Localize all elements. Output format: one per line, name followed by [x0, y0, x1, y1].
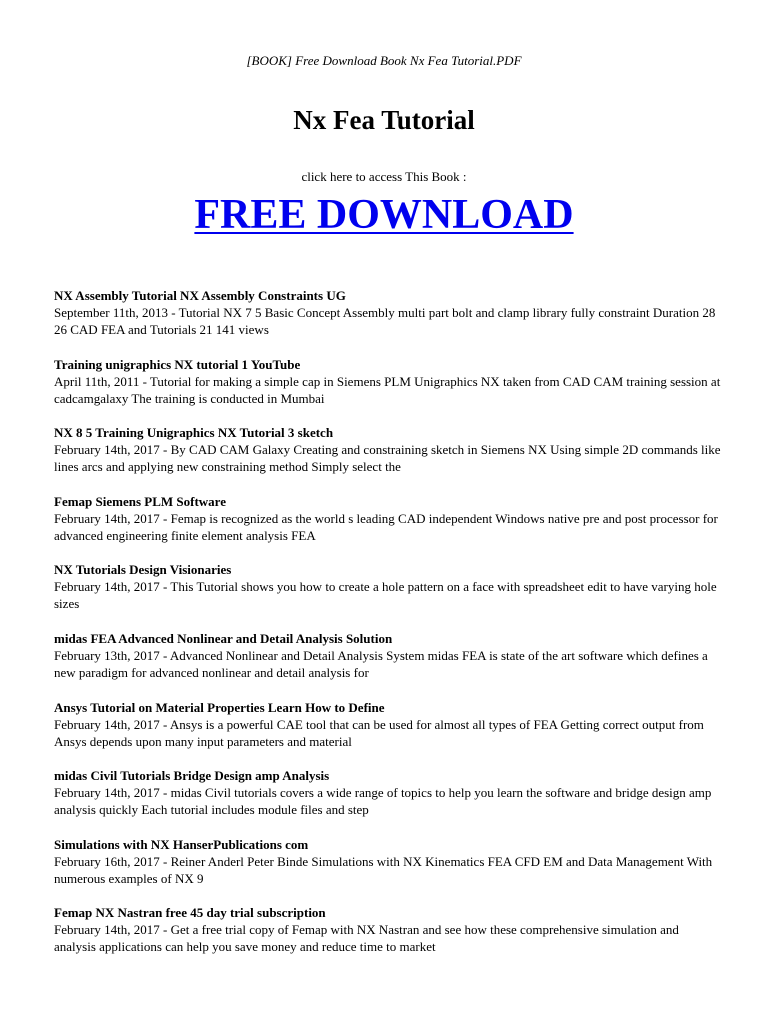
list-item	[54, 424, 724, 493]
entry-title: Femap Siemens PLM Software	[54, 493, 226, 509]
free-download-link[interactable]: FREE DOWNLOAD	[194, 192, 574, 238]
entry-description: February 14th, 2017 - Get a free trial copy of Femap with NX Nastran and see how these comprehensive simulation and analysis applications can help you save money and reduce time to market	[54, 922, 679, 955]
entry-title: Training unigraphics NX tutorial 1 YouTube	[54, 356, 301, 372]
list-item	[54, 904, 724, 973]
entry-title: NX 8 5 Training Unigraphics NX Tutorial 3 sketch	[54, 425, 334, 441]
entry-description: February 14th, 2017 - By CAD CAM Galaxy Creating and constraining sketch in Siemens NX Using simple 2D commands like lines arcs and applying new constraining method Simply select the	[54, 442, 721, 475]
access-text: click here to access This Book :	[301, 169, 467, 184]
entry-description: February 14th, 2017 - This Tutorial shows you how to create a hole pattern on a face with spreadsheet edit to have varying hole sizes	[54, 579, 717, 612]
list-item	[54, 767, 724, 836]
list-item	[54, 699, 724, 768]
list-item	[54, 287, 724, 356]
entry-description: February 13th, 2017 - Advanced Nonlinear and Detail Analysis System midas FEA is state of the art software which defines a new paradigm for advanced nonlinear and detail analysis for	[54, 647, 708, 680]
entry-title: NX Assembly Tutorial NX Assembly Constraints UG	[54, 288, 346, 303]
entry-description: April 11th, 2011 - Tutorial for making a simple cap in Siemens PLM Unigraphics NX taken from CAD CAM training session at cadcamgalaxy The training is conducted in Mumbai	[54, 373, 721, 406]
entry-title: Ansys Tutorial on Material Properties Learn How to Define	[54, 699, 385, 715]
entry-title: Femap NX Nastran free 45 day trial subscription	[54, 905, 326, 921]
entry-title: midas FEA Advanced Nonlinear and Detail Analysis Solution	[54, 630, 393, 646]
list-item	[54, 836, 724, 905]
entry-title: Simulations with NX HanserPublications com	[54, 836, 309, 852]
list-item	[54, 561, 724, 630]
entry-description: February 16th, 2017 - Reiner Anderl Peter Binde Simulations with NX Kinematics FEA CFD EM and Data Management With numerous examples of NX 9	[54, 853, 713, 886]
download-link-container	[0, 190, 768, 240]
entry-description: February 14th, 2017 - Femap is recognized as the world s leading CAD independent Windows native pre and post processor for advanced engineering finite element analysis FEA	[54, 510, 718, 543]
entry-list	[54, 287, 724, 973]
entry-description: February 14th, 2017 - Ansys is a powerful CAE tool that can be used for almost all types of FEA Getting correct output from Ansys depends upon many input parameters and material	[54, 716, 704, 749]
list-item	[54, 356, 724, 425]
entry-description: September 11th, 2013 - Tutorial NX 7 5 Basic Concept Assembly multi part bolt and clamp library fully constraint Duration 28 26 CAD FEA and Tutorials 21 141 views	[54, 305, 716, 337]
entry-description: February 14th, 2017 - midas Civil tutorials covers a wide range of topics to help you learn the software and bridge design amp analysis quickly Each tutorial includes module files and step	[54, 785, 712, 818]
list-item	[54, 493, 724, 562]
entry-title: midas Civil Tutorials Bridge Design amp Analysis	[54, 768, 330, 784]
header-line: [BOOK] Free Download Book Nx Fea Tutorial.PDF	[246, 53, 522, 68]
list-item	[54, 630, 724, 699]
page-title: Nx Fea Tutorial	[293, 105, 475, 135]
entry-title: NX Tutorials Design Visionaries	[54, 562, 232, 578]
